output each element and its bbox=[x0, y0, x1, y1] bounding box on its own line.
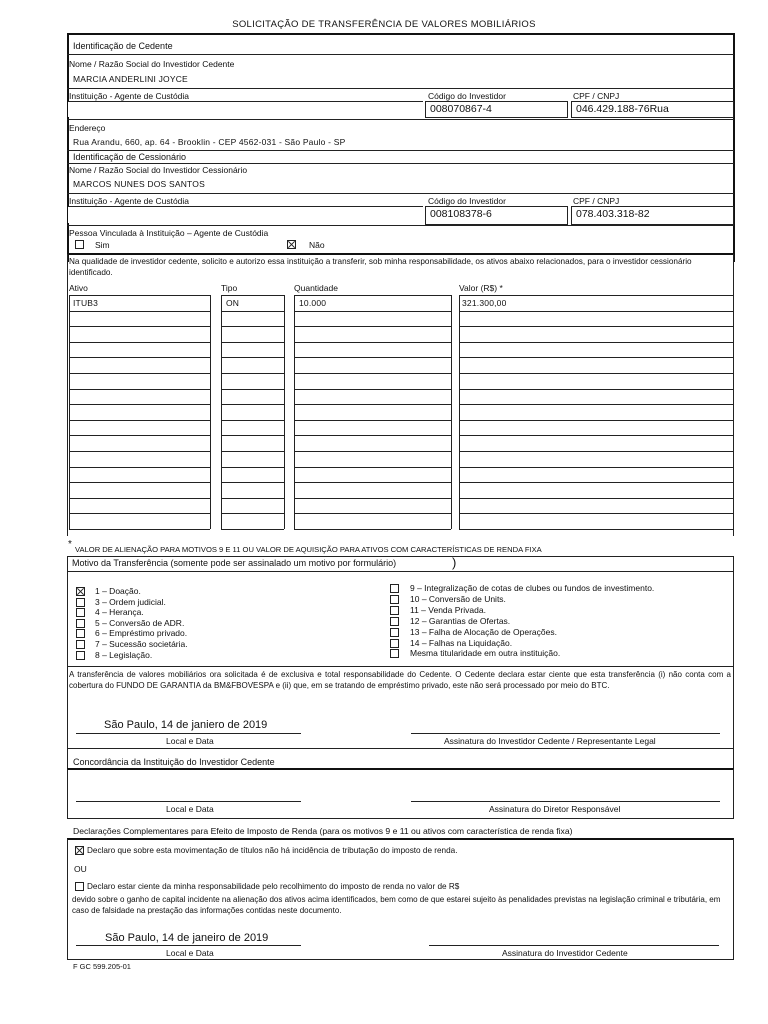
motivo-left-checkbox-6[interactable] bbox=[76, 651, 85, 660]
cessionario-section-label: Identificação de Cessionário bbox=[73, 152, 187, 162]
cedente-codigo-label: Código do Investidor bbox=[428, 91, 506, 101]
motivo-left-checkbox-1[interactable] bbox=[76, 598, 85, 607]
motivo-left-label-5: 7 – Sucessão societária. bbox=[95, 639, 188, 649]
motivo-right-label-3: 12 – Garantias de Ofertas. bbox=[410, 615, 511, 626]
cedente-endereco-label: Endereço bbox=[69, 123, 106, 133]
nota-asterisco: * bbox=[68, 539, 72, 550]
cedente-section-label: Identificação de Cedente bbox=[73, 41, 173, 51]
cessionario-nome: MARCOS NUNES DOS SANTOS bbox=[73, 179, 205, 189]
motivo-label: Motivo da Transferência (somente pode ser assinalado um motivo por formulário) bbox=[72, 558, 397, 568]
cessionario-cpf-label: CPF / CNPJ bbox=[573, 196, 620, 206]
complementar-opcao1: Declaro que sobre esta movimentação de títulos não há incidência de tributação do imposto de renda. bbox=[87, 846, 458, 855]
motivo-right-label-6: Mesma titularidade em outra instituição. bbox=[410, 648, 561, 659]
motivo-left-label-3: 5 – Conversão de ADR. bbox=[95, 617, 185, 628]
motivo-right-checkbox-5[interactable] bbox=[390, 639, 399, 648]
cedente-nome: MARCIA ANDERLINI JOYCE bbox=[73, 74, 188, 84]
nota-valor: VALOR DE ALIENAÇÃO PARA MOTIVOS 9 E 11 OU VALOR DE AQUISIÇÃO PARA ATIVOS COM CARACTERÍSTICAS DE RENDA FIXA bbox=[75, 545, 542, 554]
local-data-2: São Paulo, 14 de janeiro de 2019 bbox=[105, 932, 269, 944]
motivo-left-checkbox-3[interactable] bbox=[76, 619, 85, 628]
cedente-endereco: Rua Arandu, 660, ap. 64 - Brooklin - CEP 4562-031 - São Paulo - SP bbox=[73, 137, 346, 147]
motivo-left-label-1: 3 – Ordem judicial. bbox=[95, 596, 166, 607]
col-valor-header: Valor (R$) * bbox=[459, 283, 503, 293]
motivo-right-checkbox-3[interactable] bbox=[390, 617, 399, 626]
concordancia-label: Concordância da Instituição do Investidor Cedente bbox=[73, 757, 275, 767]
motivo-right-label-1: 10 – Conversão de Units. bbox=[410, 593, 506, 604]
motivo-right-checkbox-2[interactable] bbox=[390, 606, 399, 615]
motivo-right-checkbox-0[interactable] bbox=[390, 584, 399, 593]
termo-text: A transferência de valores mobiliários ora solicitada é de exclusiva e total responsabilidade do Cedente. O Cedente declara estar ciente que esta transferência (i) não conta com a cobertura do FUNDO DE GARANTIA da BM&FBOVESPA e (ii) que, em se tratando de empréstimo privado, este não será processado por meio do BTC. bbox=[69, 670, 731, 690]
motivo-right-label-4: 13 – Falha de Alocação de Operações. bbox=[410, 626, 557, 637]
motivo-right-checkbox-6[interactable] bbox=[390, 649, 399, 658]
complementar-opcao2-texto: devido sobre o ganho de capital incidente na alienação dos ativos acima identificados, bem como de que estarei sujeito às penalidades previstas na legislação criminal e tributária, em caso de falsidade na prestação das informações contidas neste documento. bbox=[72, 895, 721, 915]
local-label-1: Local e Data bbox=[166, 736, 214, 746]
cessionario-codigo: 008108378-6 bbox=[430, 208, 492, 220]
ativo-0-valor: 321.300,00 bbox=[462, 298, 507, 308]
cedente-codigo: 008070867-4 bbox=[430, 103, 492, 115]
cedente-nome-label: Nome / Razão Social do Investidor Cedente bbox=[69, 59, 235, 69]
motivo-right-label-2: 11 – Venda Privada. bbox=[410, 604, 486, 615]
complementar-opcao1-checkbox[interactable] bbox=[75, 846, 84, 855]
declaracao-text: Na qualidade de investidor cedente, solicito e autorizo essa instituição a transferir, sob minha responsabilidade, os ativos abaixo relacionados, para o investidor cessionário identificado. bbox=[69, 257, 692, 277]
motivo-right-checkbox-1[interactable] bbox=[390, 595, 399, 604]
assinatura-label-1: Assinatura do Investidor Cedente / Representante Legal bbox=[444, 736, 656, 746]
ativo-0-tipo: ON bbox=[226, 298, 240, 308]
complementar-opcao2-checkbox[interactable] bbox=[75, 882, 84, 891]
cessionario-nome-label: Nome / Razão Social do Investidor Cessionário bbox=[69, 165, 248, 175]
local-label-3: Local e Data bbox=[166, 948, 214, 958]
complementares-label: Declarações Complementares para Efeito de Imposto de Renda (para os motivos 9 e 11 ou ativos com característica de renda fixa) bbox=[73, 826, 573, 836]
cessionario-cpf: 078.403.318-82 bbox=[576, 208, 650, 220]
local-data-1: São Paulo, 14 de janiero de 2019 bbox=[104, 719, 268, 731]
motivo-left-label-2: 4 – Herança. bbox=[95, 607, 144, 618]
assinatura-label-2: Assinatura do Diretor Responsável bbox=[489, 804, 621, 814]
cessionario-instituicao-label: Instituição - Agente de Custódia bbox=[69, 196, 190, 206]
page-title: SOLICITAÇÃO DE TRANSFERÊNCIA DE VALORES MOBILIÁRIOS bbox=[232, 19, 536, 30]
col-quantidade-header: Quantidade bbox=[294, 283, 338, 293]
local-label-2: Local e Data bbox=[166, 804, 214, 814]
cessionario-codigo-label: Código do Investidor bbox=[428, 196, 506, 206]
vinculada-nao-checkbox[interactable] bbox=[287, 240, 296, 249]
vinculada-sim-label: Sim bbox=[95, 240, 110, 250]
vinculada-label: Pessoa Vinculada à Instituição – Agente de Custódia bbox=[69, 228, 269, 238]
motivo-right-checkbox-4[interactable] bbox=[390, 628, 399, 637]
ativo-0-quantidade: 10.000 bbox=[299, 298, 327, 308]
col-ativo-header: Ativo bbox=[69, 283, 88, 293]
motivo-left-checkbox-0[interactable] bbox=[76, 587, 85, 596]
motivo-left-checkbox-4[interactable] bbox=[76, 629, 85, 638]
cedente-cpf-label: CPF / CNPJ bbox=[573, 91, 620, 101]
vinculada-sim-checkbox[interactable] bbox=[75, 240, 84, 249]
cedente-cpf: 046.429.188-76Rua bbox=[576, 103, 669, 115]
col-tipo-header: Tipo bbox=[221, 283, 238, 293]
motivo-right-label-5: 14 – Falhas na Liquidação. bbox=[410, 637, 513, 648]
complementar-opcao2: Declaro estar ciente da minha responsabilidade pelo recolhimento do imposto de renda no valor de R$ bbox=[87, 882, 460, 891]
cedente-instituicao-label: Instituição - Agente de Custódia bbox=[69, 91, 190, 101]
motivo-left-checkbox-2[interactable] bbox=[76, 608, 85, 617]
form-code: F GC 599.205-01 bbox=[73, 962, 131, 971]
complementar-ou: OU bbox=[74, 864, 87, 874]
motivo-left-label-4: 6 – Empréstimo privado. bbox=[95, 628, 188, 639]
motivo-left-checkbox-5[interactable] bbox=[76, 640, 85, 649]
motivo-left-label-0: 1 – Doação. bbox=[95, 586, 141, 596]
vinculada-nao-label: Não bbox=[309, 240, 325, 250]
motivo-left-label-6: 8 – Legislação. bbox=[95, 649, 153, 660]
motivo-right-label-0: 9 – Integralização de cotas de clubes ou fundos de investimento. bbox=[410, 583, 655, 593]
assinatura-label-3: Assinatura do Investidor Cedente bbox=[502, 948, 628, 958]
ativo-0-ativo: ITUB3 bbox=[73, 298, 99, 308]
